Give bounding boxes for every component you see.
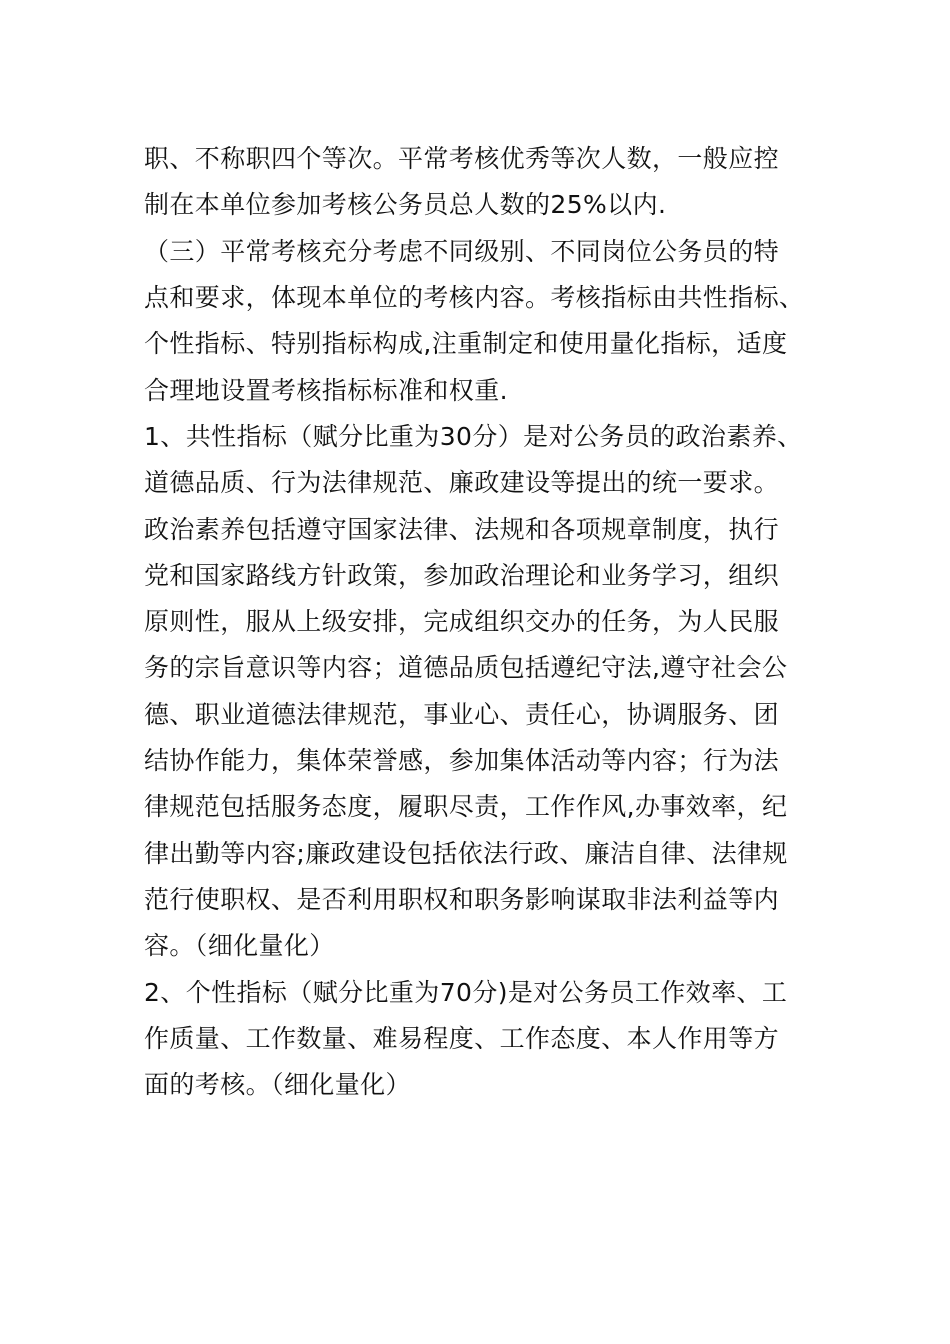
paragraph-line: 党和国家路线方针政策，参加政治理论和业务学习，组织 <box>144 561 780 590</box>
paragraph-line: 1、共性指标（赋分比重为30分）是对公务员的政治素养、 <box>144 422 803 451</box>
paragraph-line: 个性指标、特别指标构成,注重制定和使用量化指标，适度 <box>144 329 788 358</box>
paragraph-line: （三）平常考核充分考虑不同级别、不同岗位公务员的特 <box>144 237 780 266</box>
paragraph-line: 点和要求，体现本单位的考核内容。考核指标由共性指标、 <box>144 283 805 312</box>
paragraph-line: 职、不称职四个等次。平常考核优秀等次人数，一般应控 <box>144 144 780 173</box>
paragraph-line: 合理地设置考核指标标准和权重. <box>144 376 508 405</box>
paragraph-line: 2、个性指标（赋分比重为70分)是对公务员工作效率、工 <box>144 978 788 1007</box>
paragraph-line: 面的考核。（细化量化） <box>144 1070 411 1099</box>
paragraph-line: 原则性，服从上级安排，完成组织交办的任务，为人民服 <box>144 607 780 636</box>
paragraph-line: 务的宗旨意识等内容；道德品质包括遵纪守法,遵守社会公 <box>144 653 788 682</box>
paragraph-line: 道德品质、行为法律规范、廉政建设等提出的统一要求。 <box>144 468 780 497</box>
paragraph-line: 范行使职权、是否利用职权和职务影响谋取非法利益等内 <box>144 885 780 914</box>
paragraph-line: 律出勤等内容;廉政建设包括依法行政、廉洁自律、法律规 <box>144 839 788 868</box>
paragraph-line: 政治素养包括遵守国家法律、法规和各项规章制度，执行 <box>144 515 780 544</box>
paragraph-line: 结协作能力，集体荣誉感，参加集体活动等内容；行为法 <box>144 746 780 775</box>
paragraph-line: 容。（细化量化） <box>144 931 335 960</box>
paragraph-line: 作质量、工作数量、难易程度、工作态度、本人作用等方 <box>144 1024 780 1053</box>
paragraph-line: 律规范包括服务态度，履职尽责，工作作风,办事效率，纪 <box>144 792 788 821</box>
paragraph-line: 制在本单位参加考核公务员总人数的25%以内. <box>144 190 667 219</box>
paragraph-line: 德、职业道德法律规范，事业心、责任心，协调服务、团 <box>144 700 780 729</box>
